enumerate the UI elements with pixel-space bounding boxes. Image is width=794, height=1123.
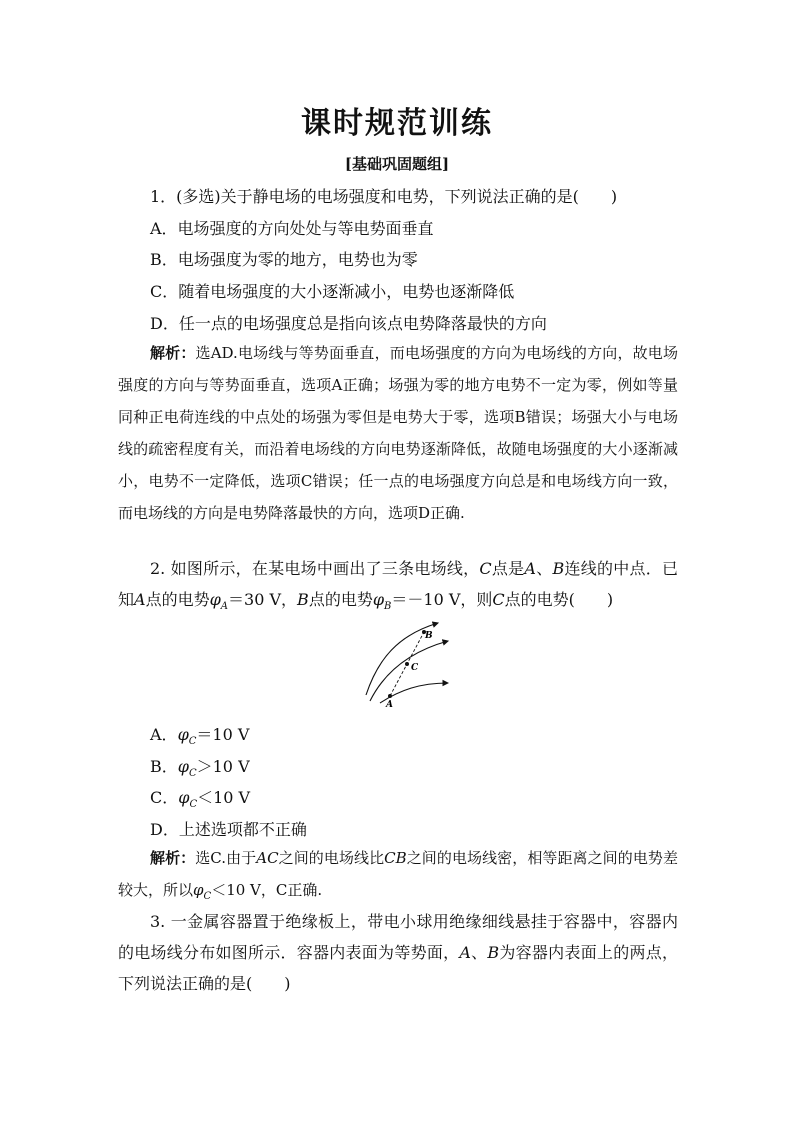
page-title: 课时规范训练 [301, 106, 493, 141]
q2-option-d: D．上述选项都不正确 [150, 820, 307, 839]
label-b: B [425, 631, 433, 641]
q1-option-c: C．随着电场强度的大小逐渐减小，电势也逐渐降低 [150, 282, 515, 301]
q2-option-a: A．$\varphi_C=10$ V [150, 725, 250, 748]
q3-stem: 3. 一金属容器置于绝缘板上，带电小球用绝缘细线悬挂于容器中，容器内的电场线分布如图所示．容器内表面为等势面，A、B为容器内表面上的两点，下列说法正确的是( ) [118, 912, 678, 993]
q1-option-a: A．电场强度的方向处处与等电势面垂直 [150, 219, 434, 238]
q2-option-b: B．$\varphi_C>10$ V [150, 757, 250, 780]
section-heading: [基础巩固题组] [344, 155, 450, 173]
q1-stem: 1．(多选)关于静电场的电场强度和电势，下列说法正确的是( ) [150, 187, 618, 206]
q2-option-c: C．$\varphi_C<10$ V [150, 788, 251, 811]
point-a [388, 694, 392, 698]
q1-option-b: B．电场强度为零的地方，电势也为零 [150, 250, 418, 269]
label-c: C [411, 663, 419, 673]
field-line-middle [370, 641, 448, 701]
q1-explanation-text: 选AD.电场线与等势面垂直，而电场强度的方向为电场线的方向，故电场强度的方向与等势面垂直，选项A正确；场强为零的地方电势不一定为零，例如等量同种正电荷连线的中点处的场强为零但是电势大于零，选项B错误；场强大小与电场线的疏密程度有关，而沿着电场线的方向电势逐渐降低，故随电场强度的大小逐渐减小，电势不一定降低，选项C错误；任一点的电场强度方向总是和电场线方向一致，而电场线的方向是电势降落最快的方向，选项D正确. [118, 344, 678, 522]
q1-option-d: D．任一点的电场强度总是指向该点电势降落最快的方向 [150, 314, 547, 333]
q2-explanation: 解析：选C.由于AC之间的电场线比CB之间的电场线密，相等距离之间的电势差较大，所以$\varphi_C<10$ V，C正确. [118, 849, 678, 902]
q1-explanation-label: 解析： [150, 344, 196, 362]
q1-explanation [118, 337, 678, 529]
field-lines-figure [360, 617, 455, 709]
q2-stem: 2. 如图所示，在某电场中画出了三条电场线，C点是A、B连线的中点．已知A点的电势$\varphi_A=30$ V，B点的电势$\varphi_B=-10$ V，则C点的电势( ) [118, 559, 678, 613]
point-c [405, 662, 409, 666]
label-a: A [386, 700, 393, 709]
